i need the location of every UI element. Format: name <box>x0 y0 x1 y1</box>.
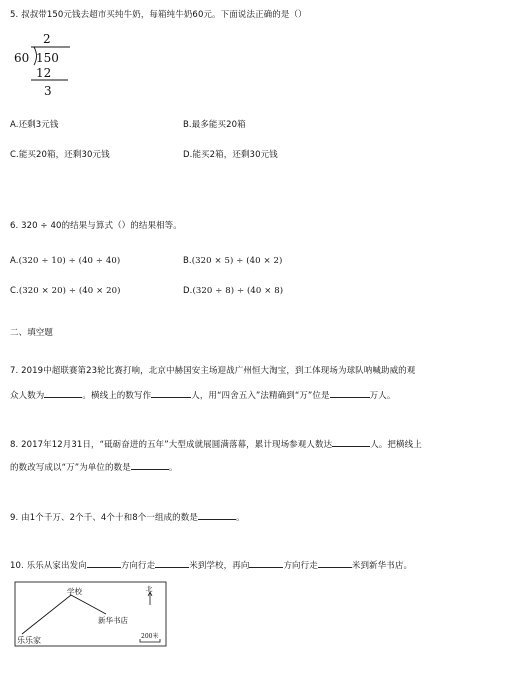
q5-option-c: C.能买20箱，还剩30元钱 <box>10 150 110 160</box>
q8-line1: 8. 2017年12月31日，“砥砺奋进的五年”大型成就展圆满落幕，累计现场参观人数达 人。把横线上 <box>10 437 422 451</box>
q6-option-c: C.(320 × 20) ÷ (40 × 20) <box>10 286 121 296</box>
q7-line1: 7. 2019中超联赛第23轮比赛打响，北京中赫国安主场迎战广州恒大淘宝，到工体现场为球队呐喊助威的观 <box>10 366 416 376</box>
answer-blank[interactable] <box>87 558 121 568</box>
answer-blank[interactable] <box>198 510 236 520</box>
q7-line2: 众人数为 。横线上的数写作 人，用“四舍五入”法精确到“万”位是 万人。 <box>10 388 395 402</box>
q8-line2: 的数改写成以“万”为单位的数是 。 <box>10 460 177 474</box>
division-quotient: 2 <box>43 32 51 46</box>
q5-option-d: D.能买2箱，还剩30元钱 <box>183 150 278 160</box>
answer-blank[interactable] <box>44 388 82 398</box>
q6-option-d: D.(320 ÷ 8) ÷ (40 × 8) <box>183 286 284 296</box>
answer-blank[interactable] <box>330 388 370 398</box>
answer-blank[interactable] <box>332 437 370 447</box>
answer-blank[interactable] <box>318 558 352 568</box>
map-label-home: 乐乐家 <box>17 636 41 645</box>
q6-option-b: B.(320 × 5) ÷ (40 × 2) <box>183 256 283 266</box>
section-heading-fill-in: 二、填空题 <box>10 328 54 338</box>
q6-option-a: A.(320 ÷ 10) ÷ (40 ÷ 40) <box>10 256 121 266</box>
answer-blank[interactable] <box>151 388 191 398</box>
q9-text: 9. 由1个千万、2个千、4个十和8个一组成的数是 。 <box>10 510 245 524</box>
division-remainder: 3 <box>44 84 52 98</box>
q10-text: 10. 乐乐从家出发向 方向行走 米到学校，再向 方向行走 米到新华书店。 <box>10 558 412 572</box>
answer-blank[interactable] <box>249 558 283 568</box>
division-dividend: 150 <box>36 51 59 65</box>
q6-question: 6. 320 ÷ 40的结果与算式（）的结果相等。 <box>10 221 182 231</box>
q5-option-a: A.还剩3元钱 <box>10 120 59 130</box>
map-label-bookstore: 新华书店 <box>98 616 128 625</box>
q5-question: 5. 叔叔带150元钱去超市买纯牛奶，每箱纯牛奶60元。下面说法正确的是（） <box>10 10 307 20</box>
division-divisor: 60 <box>14 51 30 65</box>
answer-blank[interactable] <box>155 558 189 568</box>
scale-label: 200米 <box>141 633 159 640</box>
map-label-school: 学校 <box>67 587 82 596</box>
answer-blank[interactable] <box>131 460 169 470</box>
division-product: 12 <box>36 66 52 80</box>
q5-option-b: B.最多能买20箱 <box>183 120 246 130</box>
north-label: 北 <box>146 585 153 593</box>
